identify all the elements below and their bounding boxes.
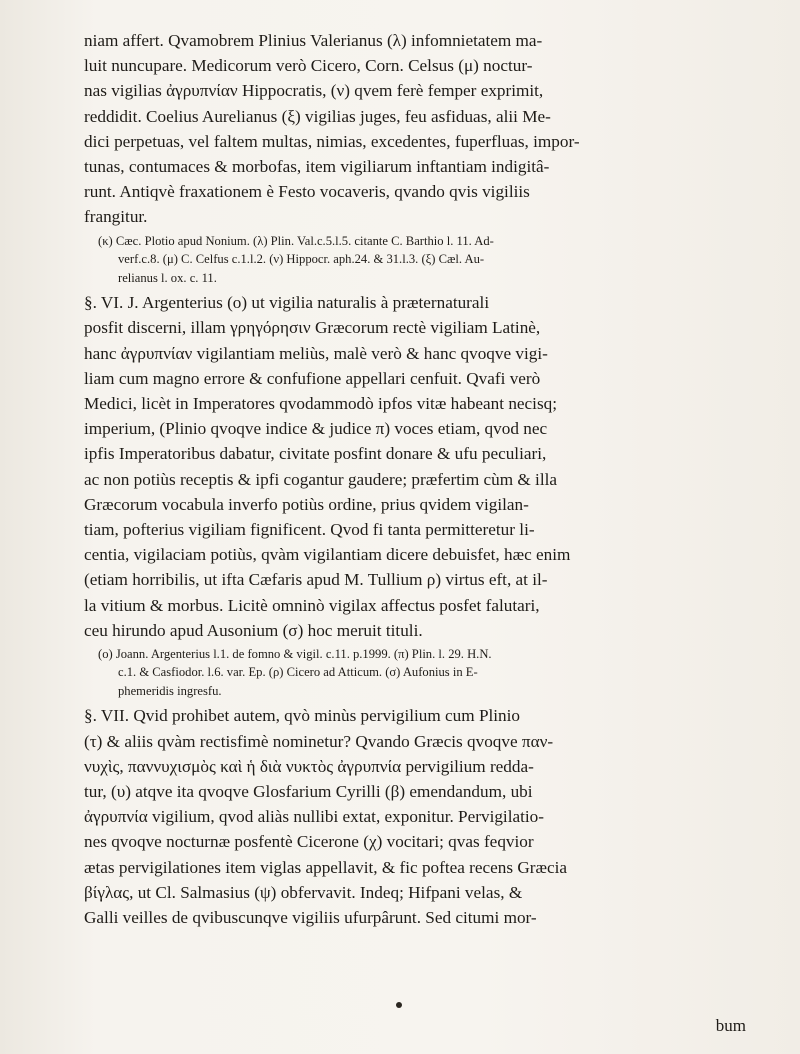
text-line: §. VI. J. Argenterius (ο) ut vigilia naturalis à præternaturali [84, 293, 490, 313]
footnote-line: relianus l. ox. c. 11. [118, 270, 217, 285]
text-line: reddidit. Coelius Aurelianus (ξ) vigilias juges, feu asfiduas, alii Me- [84, 106, 551, 126]
text-line: (τ) & aliis qvàm rectisfimè nominetur? Qvando Græcis qvoqve παν- [84, 731, 554, 751]
text-line: centia, vigilaciam potiùs, qvàm vigilantiam dicere debuisfet, hæc enim [84, 545, 571, 565]
text-line: §. VII. Qvid prohibet autem, qvò minùs pervigilium cum Plinio [84, 706, 521, 726]
text-line: la vitium & morbus. Licitè omninò vigilax affectus posfet falutari, [84, 595, 540, 615]
text-line: Græcorum vocabula inverfo potiùs ordine, prius qvidem vigilan- [84, 494, 529, 514]
text-line: Galli veilles de qvibuscunqve vigiliis ufurpârunt. Sed citumi mor- [84, 908, 537, 928]
text-line: tunas, contumaces & morbofas, item vigiliarum inftantiam indigitâ- [84, 157, 550, 177]
footnote-line: phemeridis ingresfu. [118, 683, 222, 698]
page-text [84, 28, 756, 930]
text-line: runt. Antiqvè fraxationem è Festo vocaveris, qvando qvis vigiliis [84, 182, 530, 202]
text-line: ceu hirundo apud Ausonium (σ) hoc meruit tituli. [84, 620, 423, 640]
footnotes-group-2 [84, 645, 756, 701]
paragraph-7 [84, 703, 756, 930]
text-line: tur, (υ) atqve ita qvoqve Glosfarium Cyrilli (β) emendandum, ubi [84, 782, 533, 802]
text-line: nes qvoqve nocturnæ posfentè Cicerone (χ) vocitari; qvas feqvior [84, 832, 534, 852]
footnote-line: c.1. & Casfiodor. l.6. var. Ep. (ρ) Cicero ad Atticum. (σ) Aufonius in E- [118, 665, 478, 680]
text-line: luit nuncupare. Medicorum verò Cicero, Corn. Celsus (μ) noctur- [84, 56, 533, 76]
text-line: ætas pervigilationes item viglas appellavit, & fic poftea recens Græcia [84, 857, 568, 877]
text-line: imperium, (Plinio qvoqve indice & judice π) voces etiam, qvod nec [84, 419, 548, 439]
text-line: Medici, licèt in Imperatores qvodammodò ipfos vitæ habeant necisq; [84, 393, 558, 413]
footnote-line: (κ) Cæc. Plotio apud Nonium. (λ) Plin. Val.c.5.l.5. citante C. Barthio l. 11. Ad- [98, 233, 494, 248]
text-line: liam cum magno errore & confufione appellari cenfuit. Qvafi verò [84, 368, 541, 388]
ink-blot [396, 1002, 402, 1008]
text-line: ipfis Imperatoribus dabatur, civitate posfint donare & ufu peculiari, [84, 444, 547, 464]
text-line: ἀγρυπνία vigilium, qvod aliàs nullibi extat, exponitur. Pervigilatio- [84, 807, 544, 827]
text-line: tiam, pofterius vigiliam fignificent. Qvod fi tanta permitteretur li- [84, 519, 535, 539]
text-line: (etiam horribilis, ut ifta Cæfaris apud M. Tullium ρ) virtus eft, at il- [84, 570, 548, 590]
text-line: niam affert. Qvamobrem Plinius Valerianus (λ) infomnietatem ma- [84, 31, 543, 50]
footnotes-group-1 [84, 232, 756, 288]
text-line: nas vigilias ἀγρυπνίαν Hippocratis, (ν) qvem ferè femper exprimit, [84, 81, 544, 101]
text-line: νυχὶς, παννυχισμὸς καὶ ἡ διὰ νυκτὸς ἀγρυπνία pervigilium redda- [84, 756, 534, 776]
text-line: βίγλας, ut Cl. Salmasius (ψ) obfervavit. Indeq; Hifpani velas, & [84, 882, 523, 902]
text-line: hanc ἀγρυπνίαν vigilantiam meliùs, malè verò & hanc qvoqve vigi- [84, 343, 548, 363]
footnote-line: verf.c.8. (μ) C. Celfus c.1.l.2. (ν) Hippocr. aph.24. & 31.l.3. (ξ) Cæl. Au- [118, 252, 485, 267]
footnote-line: (ο) Joann. Argenterius l.1. de fomno & vigil. c.11. p.1999. (π) Plin. l. 29. H.N. [98, 646, 492, 661]
text-line: ac non potiùs receptis & ipfi cogantur gaudere; præfertim cùm & illa [84, 469, 557, 489]
text-line: dici perpetuas, vel faltem multas, nimias, excedentes, fuperfluas, impor- [84, 131, 580, 151]
paragraph-6 [84, 290, 756, 643]
catchword: bum [715, 1016, 746, 1035]
paragraph-5-end [84, 28, 756, 230]
text-line: posfit discerni, illam γρηγόρησιν Græcorum rectè vigiliam Latinè, [84, 318, 541, 338]
text-line: frangitur. [84, 207, 148, 227]
